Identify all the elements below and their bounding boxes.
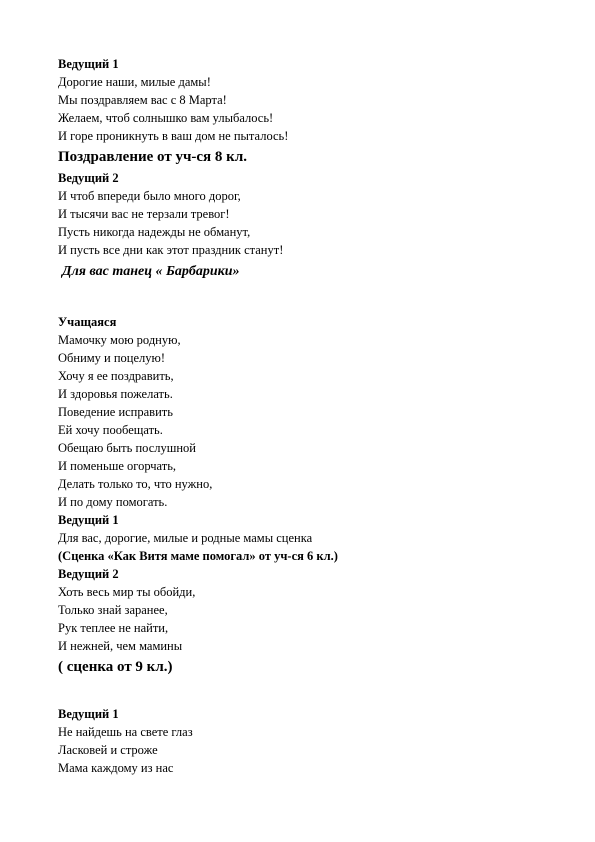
poem-line: Для вас, дорогие, милые и родные мамы сценка [58, 531, 313, 545]
poem-line: И нежней, чем мамины [58, 639, 183, 653]
poem-line: Только знай заранее, [58, 603, 168, 617]
poem-line: И чтоб впереди было много дорог, [58, 189, 241, 203]
poem-line: Рук теплее не найти, [58, 621, 169, 635]
speaker-label: Ведущий 1 [58, 57, 119, 71]
poem-line: Мы поздравляем вас с 8 Марта! [58, 93, 227, 107]
poem-line: И по дому помогать. [58, 495, 168, 509]
poem-line: Обещаю быть послушной [58, 441, 196, 455]
speaker-label: Ведущий 2 [58, 171, 119, 185]
poem-line: И горе проникнуть в ваш дом не пыталось! [58, 129, 289, 143]
poem-line: И тысячи вас не терзали тревог! [58, 207, 230, 221]
poem-line: И поменьше огорчать, [58, 459, 177, 473]
poem-line: Желаем, чтоб солнышко вам улыбалось! [58, 111, 274, 125]
speaker-label: Учащаяся [58, 315, 117, 329]
poem-line: Мама каждому из нас [58, 761, 174, 775]
poem-line: Обниму и поцелую! [58, 351, 166, 365]
poem-line: Ей хочу пообещать. [58, 423, 163, 437]
skit-announcement: (Сценка «Как Витя маме помогал» от уч-ся 6 кл.) [58, 549, 338, 563]
poem-line: Пусть никогда надежды не обманут, [58, 225, 251, 239]
poem-line: Делать только то, что нужно, [58, 477, 213, 491]
section-heading: ( сценка от 9 кл.) [58, 659, 173, 675]
poem-line: Поведение исправить [58, 405, 173, 419]
speaker-label: Ведущий 1 [58, 707, 119, 721]
poem-line: Мамочку мою родную, [58, 333, 181, 347]
section-heading: Поздравление от уч-ся 8 кл. [58, 149, 247, 165]
speaker-label: Ведущий 1 [58, 513, 119, 527]
poem-line: И пусть все дни как этот праздник станут! [58, 243, 284, 257]
poem-line: Ласковей и строже [58, 743, 158, 757]
speaker-label: Ведущий 2 [58, 567, 119, 581]
poem-line: И здоровья пожелать. [58, 387, 173, 401]
poem-line: Хоть весь мир ты обойди, [58, 585, 196, 599]
poem-line: Хочу я ее поздравить, [58, 369, 174, 383]
poem-line: Не найдешь на свете глаз [58, 725, 193, 739]
dance-announcement: Для вас танец « Барбарики» [62, 264, 240, 279]
poem-line: Дорогие наши, милые дамы! [58, 75, 211, 89]
